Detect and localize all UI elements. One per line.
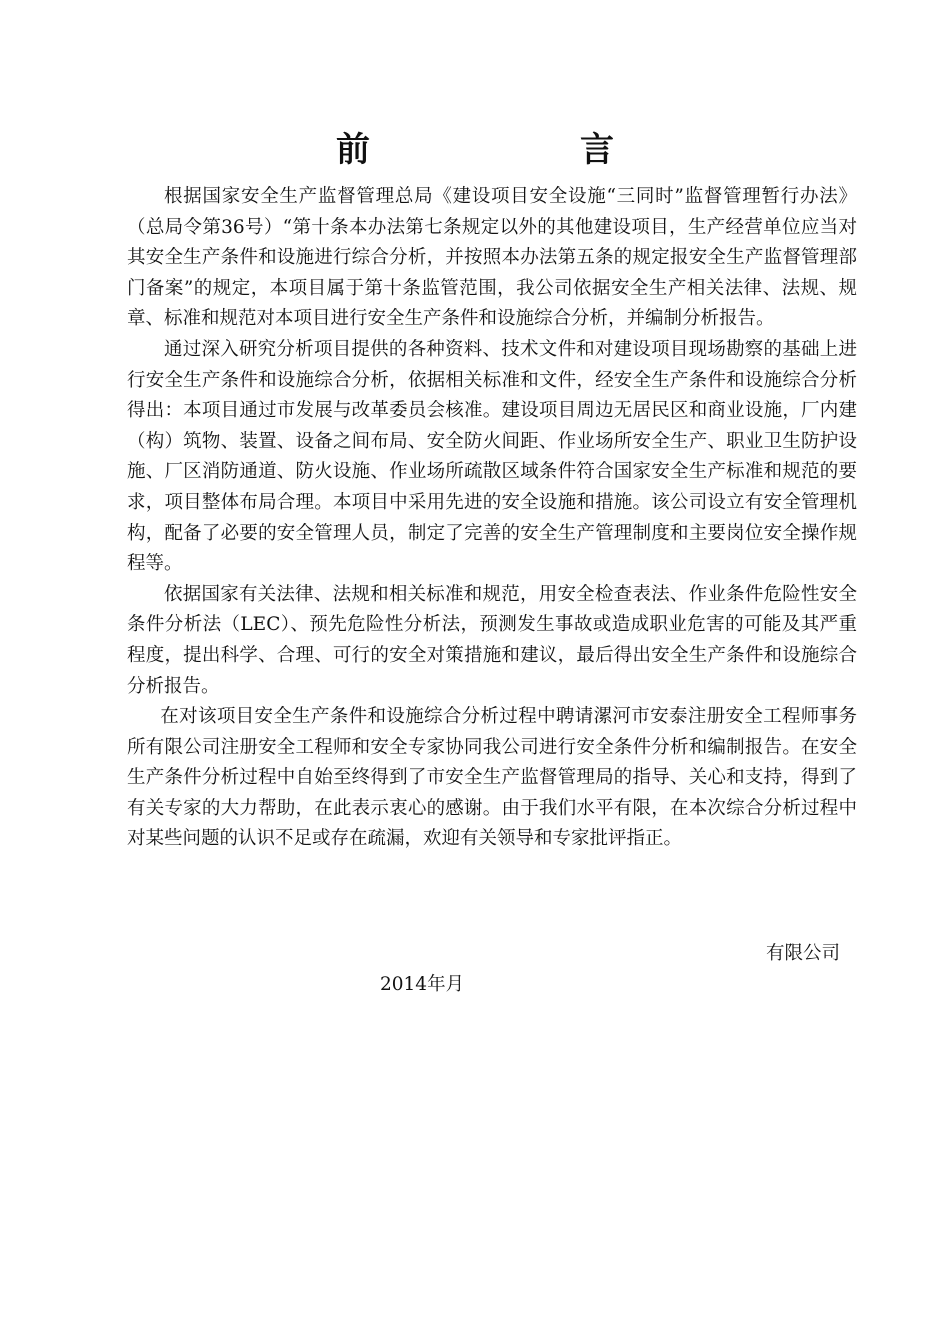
preface-body — [127, 182, 857, 855]
signature-date: 2014年月 — [380, 974, 465, 995]
paragraph-methods: 依据国家有关法律、法规和相关标准和规范，用安全检查表法、作业条件危险性安全条件分析法（LEC）、预先危险性分析法，预测发生事故或造成职业危害的可能及其严重程度，提出科学、合理、可行的安全对策措施和建议，最后得出安全生产条件和设施综合分析报告。 — [127, 583, 857, 697]
paragraph-legal-basis: 根据国家安全生产监督管理总局《建设项目安全设施“三同时”监督管理暂行办法》（总局令第36号）“第十条本办法第七条规定以外的其他建设项目，生产经营单位应当对其安全生产条件和设施进行综合分析，并按照本办法第五条的规定报安全生产监督管理部门备案”的规定，本项目属于第十条监管范围，我公司依据安全生产相关法律、法规、规章、标准和规范对本项目进行安全生产条件和设施综合分析，并编制分析报告。 — [127, 186, 857, 330]
paragraph-acknowledgements: 在对该项目安全生产条件和设施综合分析过程中聘请漯河市安泰注册安全工程师事务所有限公司注册安全工程师和安全专家协同我公司进行安全条件分析和编制报告。在安全生产条件分析过程中自始至终得到了市安全生产监督管理局的指导、关心和支持，得到了有关专家的大力帮助，在此表示衷心的感谢。由于我们水平有限，在本次综合分析过程中对某些问题的认识不足或存在疏漏，欢迎有关领导和专家批评指正。 — [127, 706, 857, 850]
page-title: 前 言 — [336, 130, 702, 170]
paragraph-analysis-findings: 通过深入研究分析项目提供的各种资料、技术文件和对建设项目现场勘察的基础上进行安全生产条件和设施综合分析，依据相关标准和文件，经安全生产条件和设施综合分析得出：本项目通过市发展与改革委员会核准。建设项目周边无居民区和商业设施，厂内建（构）筑物、装置、设备之间布局、安全防火间距、作业场所安全生产、职业卫生防护设施、厂区消防通道、防火设施、作业场所疏散区域条件符合国家安全生产标准和规范的要求，项目整体布局合理。本项目中采用先进的安全设施和措施。该公司设立有安全管理机构，配备了必要的安全管理人员，制定了完善的安全生产管理制度和主要岗位安全操作规程等。 — [127, 338, 857, 575]
signature-company: 有限公司 — [765, 943, 840, 964]
